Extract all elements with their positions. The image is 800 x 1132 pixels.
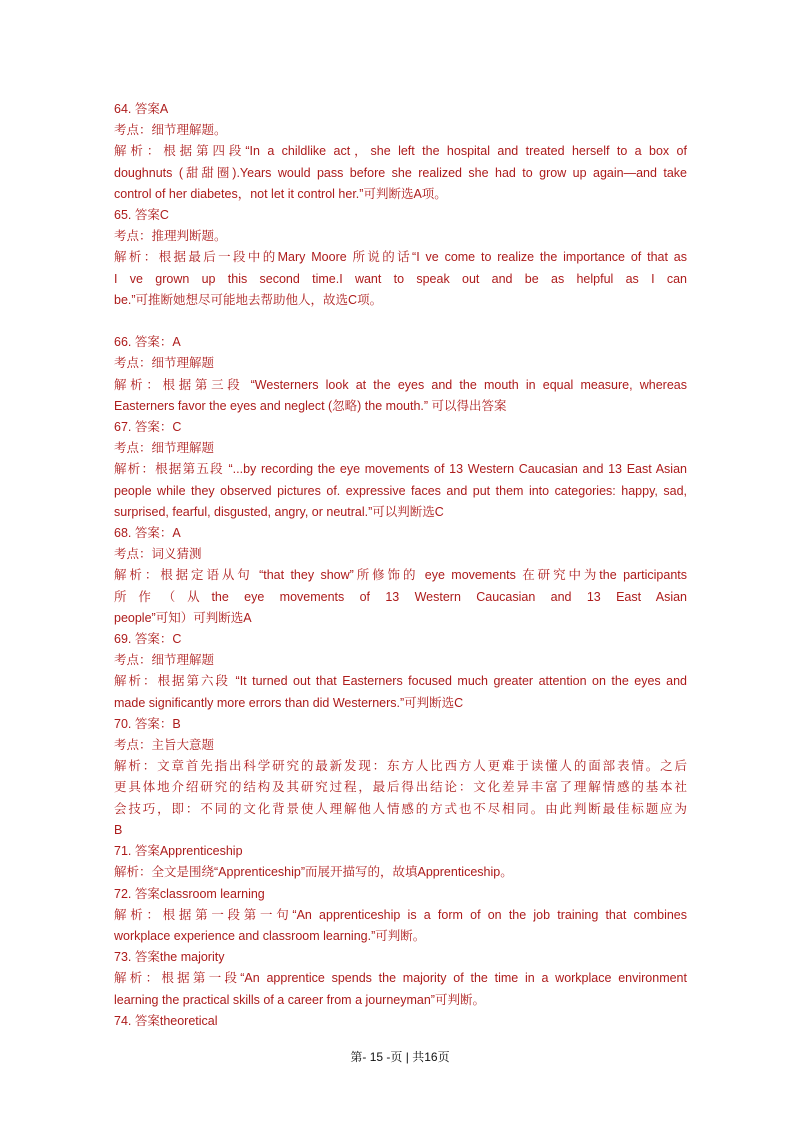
text-line: 考点：细节理解题	[114, 356, 215, 371]
text-line: 74. 答案theoretical	[114, 1013, 218, 1028]
text-line: 64. 答案A	[114, 102, 169, 116]
text-line: 考点：细节理解题。	[114, 123, 227, 138]
text-line: 66. 答案：A	[114, 335, 181, 350]
text-line: 解析：根据第四段“In a childlike act，she left the hospital and treated herself to a box of	[114, 144, 687, 159]
text-line: 65. 答案C	[114, 208, 169, 223]
text-line: 解析：根据第一段“An apprentice spends the majority of the time in a workplace environment	[114, 971, 687, 986]
text-line: learning the practical skills of a career from a journeyman”可判断。	[114, 992, 485, 1007]
text-line: 解析：根据第五段 “...by recording the eye movements of 13 Western Caucasian and 13 East Asian	[114, 462, 687, 477]
text-line: 68. 答案：A	[114, 526, 181, 541]
text-line: 会技巧，即：不同的文化背景使人理解他人情感的方式也不尽相同。由此判断最佳标题应为	[114, 801, 687, 816]
text-line: Easterners favor the eyes and neglect (忽略) the mouth.” 可以得出答案	[114, 398, 507, 413]
text-line: 解析：根据第一段第一句“An apprenticeship is a form of on the job training that combines	[114, 907, 687, 922]
text-line: 72. 答案classroom learning	[114, 886, 265, 901]
text-line: 解析：根据定语从句 “that they show”所修饰的 eye movements 在研究中为the participants	[114, 568, 687, 583]
text-line: people”可知）可判断选A	[114, 610, 252, 625]
text-line: 解析：根据第六段 “It turned out that Easterners focused much greater attention on the eyes and	[114, 674, 687, 689]
answer-key-text	[114, 99, 687, 1032]
text-line: B	[114, 822, 123, 837]
text-line: control of her diabetes，not let it control her.”可判断选A项。	[114, 186, 447, 201]
text-line: 考点：细节理解题	[114, 441, 215, 456]
text-line: 解析：根据最后一段中的Mary Moore 所说的话“I ve come to realize the importance of that as	[114, 250, 687, 265]
page-footer: 第- 15 -页 | 共16页	[350, 1050, 450, 1064]
text-line: I ve grown up this second time.I want to speak out and be as helpful as I can	[114, 271, 687, 286]
text-line: 67. 答案：C	[114, 420, 182, 435]
text-line: doughnuts (甜甜圈).Years would pass before she realized she had to grow up again—and take	[114, 165, 687, 180]
text-line: 解析：根据第三段 “Westerners look at the eyes and the mouth in equal measure, whereas	[114, 377, 687, 392]
text-line: 考点：主旨大意题	[114, 738, 215, 753]
text-line: 考点：推理判断题。	[114, 229, 227, 244]
text-line: 70. 答案：B	[114, 716, 181, 731]
text-line: be.”可推断她想尽可能地去帮助他人，故选C项。	[114, 292, 383, 307]
text-line: made significantly more errors than did Westerners.”可判断选C	[114, 695, 464, 710]
text-line: 解析：文章首先指出科学研究的最新发现：东方人比西方人更难于读懂人的面部表情。之后	[114, 759, 687, 774]
text-line: 解析：全文是围绕“Apprenticeship”而展开描写的，故填Apprenticeship。	[114, 865, 513, 880]
text-line: surprised, fearful, disgusted, angry, or neutral.”可以判断选C	[114, 504, 444, 519]
text-line: people while they observed pictures of. expressive faces and put them into categories: happy, sad,	[114, 483, 687, 498]
text-line: 69. 答案：C	[114, 632, 182, 647]
text-line: 71. 答案Apprenticeship	[114, 844, 243, 859]
text-line: 考点：词义猜测	[114, 547, 202, 562]
text-line: 考点：细节理解题	[114, 653, 215, 668]
text-line: 所作（从the eye movements of 13 Western Caucasian and 13 East Asian	[114, 589, 687, 604]
text-line: 更具体地介绍研究的结构及其研究过程，最后得出结论：文化差异丰富了理解情感的基本社	[114, 780, 687, 795]
text-line: workplace experience and classroom learning.”可判断。	[114, 928, 426, 943]
text-line: 73. 答案the majority	[114, 950, 225, 965]
blank-line	[114, 311, 687, 332]
